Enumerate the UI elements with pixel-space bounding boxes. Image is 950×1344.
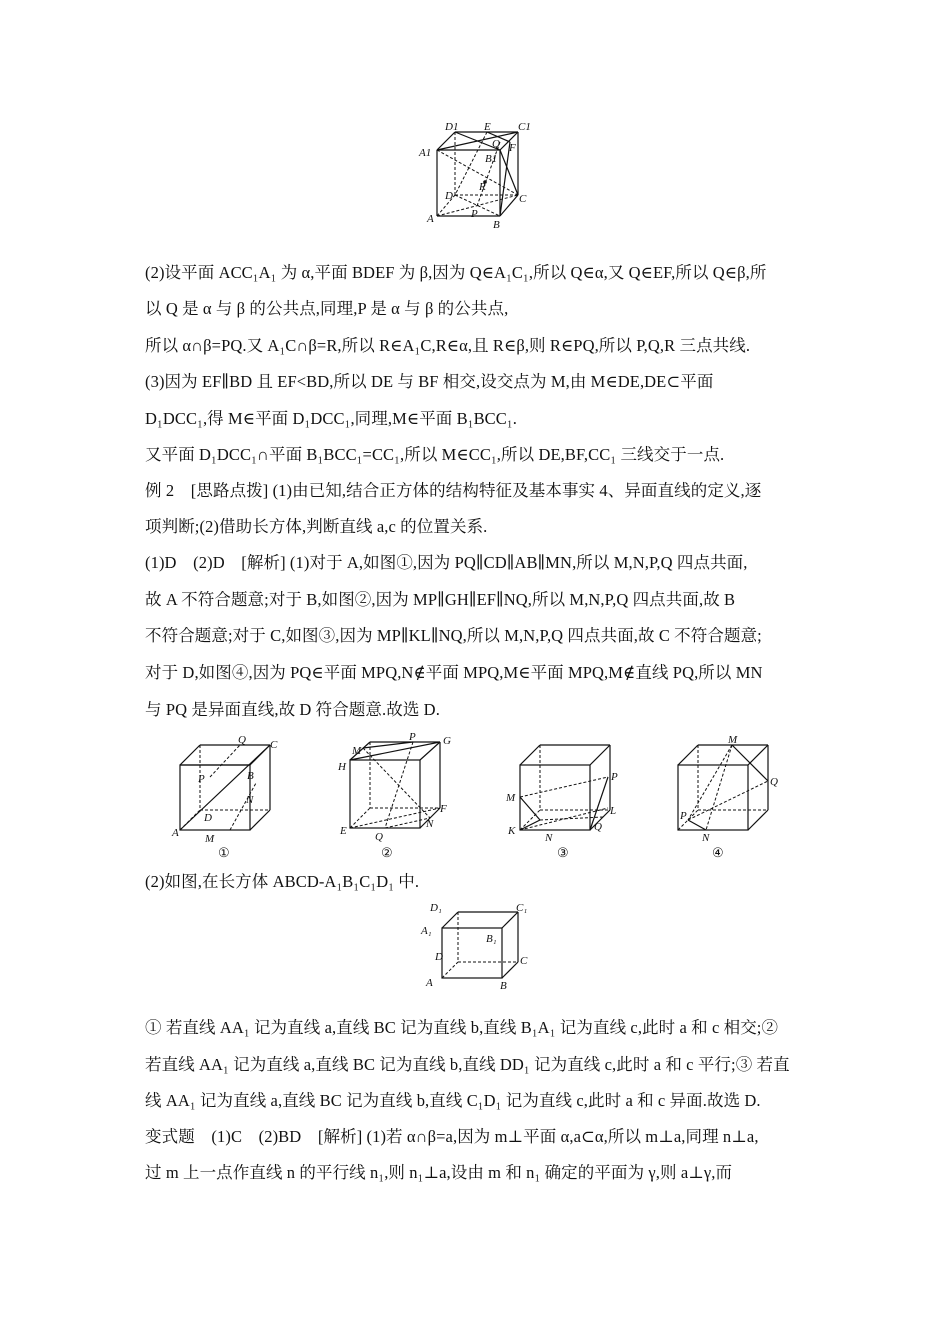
fig1-label-d: D: [204, 812, 212, 824]
label-c: C: [519, 193, 527, 205]
fig4-label-q: Q: [770, 776, 778, 788]
label-a1: A1: [419, 147, 432, 159]
label-q: Q: [492, 138, 500, 150]
cuboid-label-a1: A₁: [421, 925, 432, 937]
text-line-11: 不符合题意;对于 C,如图③,因为 MP∥KL∥NQ,所以 M,N,P,Q 四点共面,故 C 不符合题意;: [145, 626, 762, 645]
text-line-b3: 线 AA₁ 记为直线 a,直线 BC 记为直线 b,直线 C₁D₁ 记为直线 c,此时 a 和 c 异面.故选 D.: [145, 1091, 761, 1110]
fig1-label-c: C: [270, 739, 278, 751]
fig2-label-n: N: [426, 818, 434, 830]
text-line-2: 以 Q 是 α 与 β 的公共点,同理,P 是 α 与 β 的公共点,: [145, 299, 509, 318]
cube-figure-4: [670, 733, 795, 860]
cuboid-label-a: A: [426, 977, 433, 989]
text-line-b5: 过 m 上一点作直线 n 的平行线 n₁,则 n₁⊥a,设由 m 和 n₁ 确定的平面为 γ,则 a⊥γ,而: [145, 1163, 733, 1182]
text-line-b2: 若直线 AA₁ 记为直线 a,直线 BC 记为直线 b,直线 DD₁ 记为直线 c,此时 a 和 c 平行;③ 若直: [145, 1055, 790, 1074]
cuboid-label-c: C: [520, 955, 528, 967]
fig4-label-p: P: [680, 810, 687, 822]
label-e: E: [484, 121, 491, 133]
caption-4: ④: [712, 845, 724, 860]
text-line-mid: (2)如图,在长方体 ABCD-A₁B₁C₁D₁ 中.: [145, 872, 420, 891]
label-d: D: [445, 190, 453, 202]
fig4-label-n: N: [702, 832, 710, 844]
cube-figure-2: [335, 730, 465, 860]
fig3-label-m: M: [506, 792, 516, 804]
text-line-b4: 变式题 (1)C (2)BD [解析] (1)若 α∩β=a,因为 m⊥平面 α,a⊂α,所以 m⊥a,同理 n⊥a,: [145, 1127, 759, 1146]
cuboid-label-c1: C₁: [516, 902, 528, 914]
label-p: P: [471, 208, 478, 220]
fig1-label-p: P: [198, 773, 205, 785]
label-f: F: [509, 142, 516, 154]
cube-figure-1: [170, 735, 280, 860]
label-d1: D1: [445, 121, 459, 133]
fig2-label-p: P: [409, 731, 416, 743]
cube-figure-3: [505, 735, 635, 860]
text-line-6: 又平面 D₁DCC₁∩平面 B₁BCC₁=CC₁,所以 M∈CC₁,所以 DE,BF,CC₁ 三线交于一点.: [145, 445, 725, 464]
fig2-label-f: F: [440, 803, 447, 815]
text-line-13: 与 PQ 是异面直线,故 D 符合题意.故选 D.: [145, 700, 440, 719]
fig1-label-a: A: [172, 827, 179, 839]
label-b: B: [493, 219, 500, 231]
cuboid-label-b1: B₁: [486, 933, 497, 945]
cuboid-figure: [420, 900, 540, 995]
label-b1: B1: [485, 153, 498, 165]
fig3-label-p: P: [611, 771, 618, 783]
fig3-label-k: K: [508, 825, 516, 837]
label-r: R: [479, 181, 486, 193]
label-c1: C1: [518, 121, 531, 133]
caption-2: ②: [381, 845, 393, 860]
caption-3: ③: [557, 845, 569, 860]
text-line-7: 例 2 [思路点拨] (1)由已知,结合正方体的结构特征及基本事实 4、异面直线的定义,逐: [145, 481, 762, 500]
label-a: A: [427, 213, 434, 225]
fig2-label-g: G: [443, 735, 451, 747]
text-line-4: (3)因为 EF∥BD 且 EF<BD,所以 DE 与 BF 相交,设交点为 M,由 M∈DE,DE⊂平面: [145, 372, 714, 391]
text-line-10: 故 A 不符合题意;对于 B,如图②,因为 MP∥GH∥EF∥NQ,所以 M,N,P,Q 四点共面,故 B: [145, 590, 736, 609]
cube-figure-top: [415, 120, 535, 232]
text-line-9: (1)D (2)D [解析] (1)对于 A,如图①,因为 PQ∥CD∥AB∥MN,所以 M,N,P,Q 四点共面,: [145, 553, 748, 572]
cuboid-label-d1: D₁: [430, 902, 442, 914]
cuboid-label-d: D: [435, 951, 443, 963]
fig2-label-e: E: [340, 825, 347, 837]
fig3-label-q: Q: [594, 821, 602, 833]
fig3-label-n: N: [545, 832, 553, 844]
cuboid-label-b: B: [500, 980, 507, 992]
text-line-12: 对于 D,如图④,因为 PQ∈平面 MPQ,N∉平面 MPQ,M∈平面 MPQ,M∉直线 PQ,所以 MN: [145, 663, 763, 682]
text-line-b1: ① 若直线 AA₁ 记为直线 a,直线 BC 记为直线 b,直线 B₁A₁ 记为直线 c,此时 a 和 c 相交;②: [145, 1018, 779, 1037]
fig2-label-h: H: [338, 761, 346, 773]
text-line-3: 所以 α∩β=PQ.又 A₁C∩β=R,所以 R∈A₁C,R∈α,且 R∈β,则 R∈PQ,所以 P,Q,R 三点共线.: [145, 336, 751, 355]
fig1-label-q: Q: [238, 735, 246, 746]
fig2-label-m: M: [352, 745, 362, 757]
caption-1: ①: [218, 845, 230, 860]
fig2-label-q: Q: [375, 831, 383, 843]
text-line-8: 项判断;(2)借助长方体,判断直线 a,c 的位置关系.: [145, 517, 488, 536]
text-line-1: (2)设平面 ACC₁A₁ 为 α,平面 BDEF 为 β,因为 Q∈A₁C₁,所以 Q∈α,又 Q∈EF,所以 Q∈β,所: [145, 263, 767, 282]
fig4-label-m: M: [728, 734, 738, 746]
text-line-5: D₁DCC₁,得 M∈平面 D₁DCC₁,同理,M∈平面 B₁BCC₁.: [145, 409, 517, 428]
fig1-label-m: M: [205, 833, 215, 845]
fig1-label-b: B: [247, 770, 254, 782]
fig3-label-l: L: [610, 805, 617, 817]
fig1-label-n: N: [246, 794, 254, 806]
